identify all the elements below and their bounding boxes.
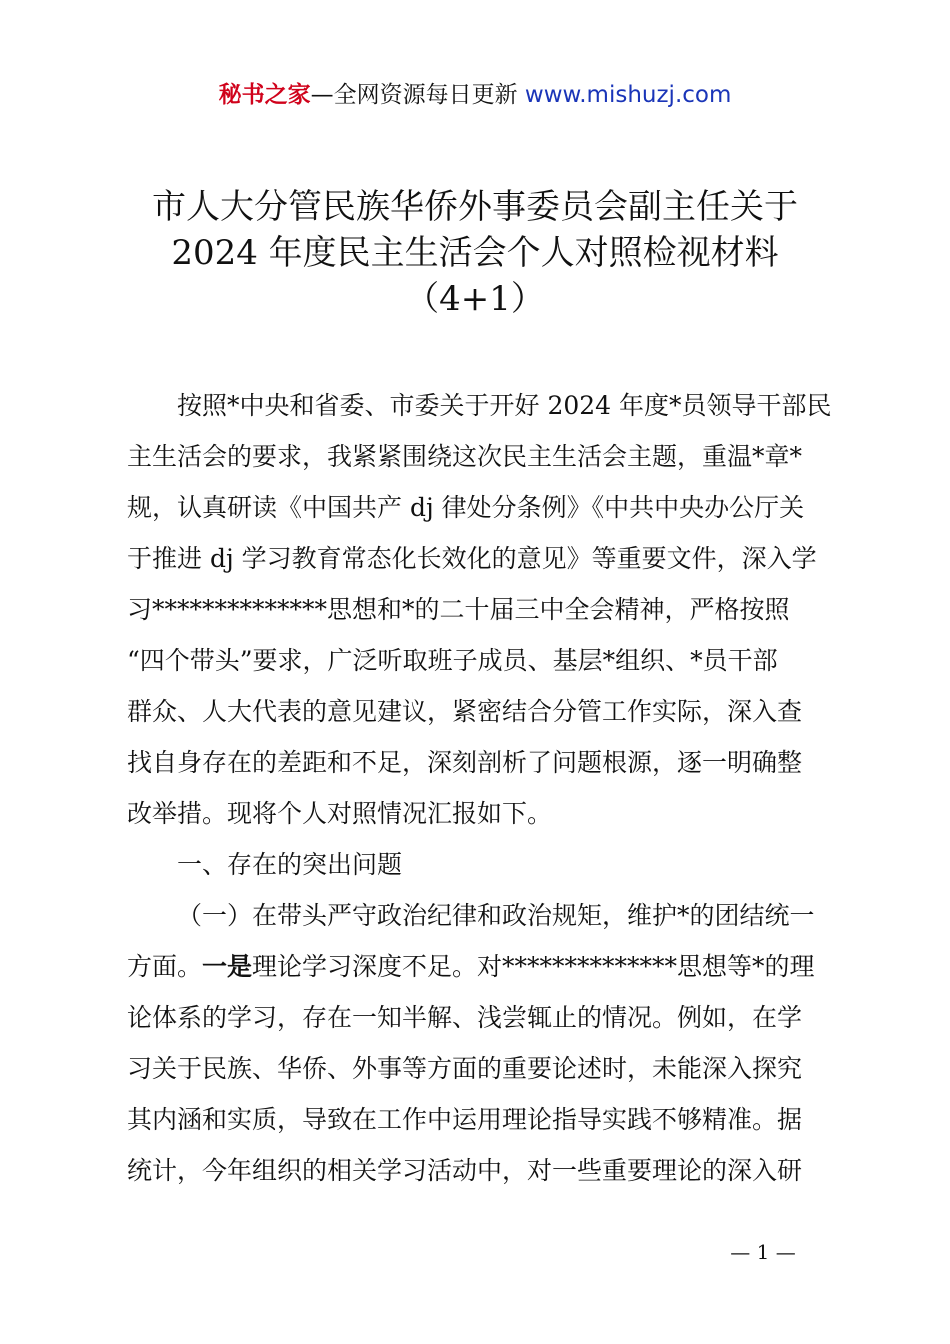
site-header bbox=[0, 78, 950, 112]
subsection-line: 其内涵和实质，导致在工作中运用理论指导实践不够精准。据 bbox=[127, 1105, 803, 1134]
page-number: — 1 — bbox=[730, 1240, 796, 1264]
section-heading: 一、存在的突出问题 bbox=[177, 850, 403, 879]
intro-line: “四个带头”要求，广泛听取班子成员、基层*组织、*员干部 bbox=[127, 646, 778, 675]
title-line-2: 2024 年度民主生活会个人对照检视材料 bbox=[171, 233, 779, 273]
intro-line: 习**************思想和*的二十届三中全会精神，严格按照 bbox=[127, 595, 790, 624]
intro-line: 主生活会的要求，我紧紧围绕这次民主生活会主题，重温*章* bbox=[127, 442, 803, 471]
subsection-line: 习关于民族、华侨、外事等方面的重要论述时，未能深入探究 bbox=[127, 1054, 803, 1083]
emphasis-label: 一是 bbox=[202, 952, 253, 981]
intro-line: 改举措。现将个人对照情况汇报如下。 bbox=[127, 799, 553, 828]
subsection-prefix: 方面。 bbox=[127, 952, 203, 981]
title-line-3: （4+1） bbox=[405, 279, 545, 319]
intro-line: 群众、人大代表的意见建议，紧密结合分管工作实际，深入查 bbox=[127, 697, 803, 726]
intro-line: 于推进 dj 学习教育常态化长效化的意见》等重要文件，深入学 bbox=[127, 544, 817, 573]
intro-line: 找自身存在的差距和不足，深刻剖析了问题根源，逐一明确整 bbox=[127, 748, 803, 777]
subsection-line: 论体系的学习，存在一知半解、浅尝辄止的情况。例如，在学 bbox=[127, 1003, 803, 1032]
intro-line: 按照*中央和省委、市委关于开好 2024 年度*员领导干部民 bbox=[177, 391, 832, 420]
site-url-link[interactable]: www.mishuzj.com bbox=[524, 82, 732, 108]
document-title bbox=[60, 184, 890, 322]
subsection-text: 理论学习深度不足。对**************思想等*的理 bbox=[252, 952, 815, 981]
brand-name[interactable]: 秘书之家 bbox=[218, 82, 311, 108]
title-line-1: 市人大分管民族华侨外事委员会副主任关于 bbox=[152, 187, 798, 227]
subsection-line: 统计，今年组织的相关学习活动中，对一些重要理论的深入研 bbox=[127, 1156, 803, 1185]
subsection-line bbox=[127, 941, 837, 992]
header-slogan: —全网资源每日更新 bbox=[310, 82, 518, 108]
subsection-line: （一）在带头严守政治纪律和政治规矩，维护*的团结统一 bbox=[177, 901, 815, 930]
intro-line: 规，认真研读《中国共产 dj 律处分条例》《中共中央办公厅关 bbox=[127, 493, 805, 522]
document-body bbox=[127, 380, 837, 1196]
